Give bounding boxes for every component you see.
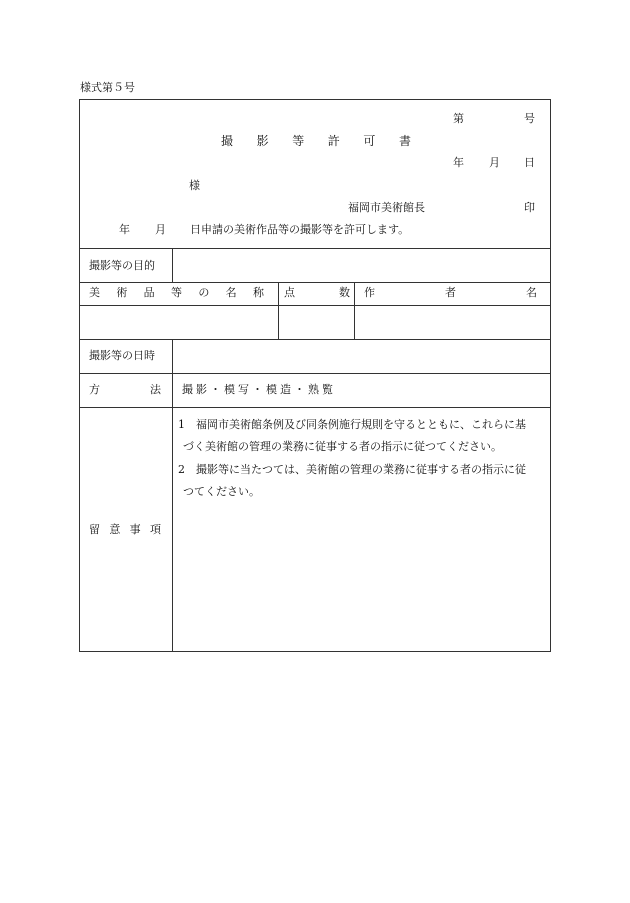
method-label-text: 方法 [89, 383, 211, 396]
note-2-line-2: つてください。 [183, 485, 260, 498]
note-2-line-1: 撮影等に当たつては、美術館の管理の業務に従事する者の指示に従 [196, 463, 526, 476]
method-options[interactable] [182, 383, 336, 397]
date-year: 年 [453, 156, 464, 169]
page-title-text: 撮 影 等 許 可 書 [221, 134, 411, 148]
datetime-label: 撮影等の日時 [89, 349, 155, 362]
date-month: 月 [489, 156, 500, 169]
intro-month: 月 [155, 223, 166, 236]
note-2-number: 2 [178, 463, 185, 476]
intro-text: 日申請の美術作品等の撮影等を許可します。 [190, 223, 410, 236]
notes-label-text: 留 意 事 項 [89, 523, 161, 536]
purpose-label: 撮影等の目的 [89, 259, 155, 272]
seal-mark: 印 [524, 201, 535, 214]
notes-label [89, 523, 161, 537]
column-header-name-text: 美 術 品 等 の 名 称 [89, 286, 264, 299]
column-header-name [89, 286, 264, 300]
row-divider [80, 282, 550, 283]
issuer-name: 福岡市美術館長 [348, 201, 425, 214]
number-prefix: 第 [453, 112, 464, 125]
column-header-count [284, 286, 394, 300]
column-header-count-text: 点数 [284, 286, 394, 299]
col-divider [172, 248, 173, 282]
permit-form [79, 99, 607, 652]
row-divider [80, 339, 550, 340]
row-divider [80, 373, 550, 374]
column-header-author-text: 作者名 [364, 286, 607, 299]
row-divider [80, 407, 550, 408]
item-author-field[interactable] [354, 305, 550, 337]
addressee-suffix: 様 [189, 179, 200, 192]
row-divider [80, 248, 550, 249]
item-name-field[interactable] [80, 305, 276, 337]
number-suffix: 号 [524, 112, 535, 125]
date-day: 日 [524, 156, 535, 169]
note-1-line-1: 福岡市美術館条例及び同条例施行規則を守るとともに、これらに基 [196, 418, 526, 431]
method-label [89, 383, 211, 397]
column-header-author [364, 286, 607, 300]
item-count-field[interactable] [278, 305, 352, 337]
note-1-number: 1 [178, 418, 185, 431]
note-1-line-2: づく美術館の管理の業務に従事する者の指示に従つてください。 [183, 440, 502, 453]
page-title [221, 134, 411, 148]
method-options-text: 撮影・模写・模造・熟覧 [182, 383, 336, 396]
form-code: 様式第５号 [80, 81, 135, 94]
intro-year: 年 [119, 223, 130, 236]
